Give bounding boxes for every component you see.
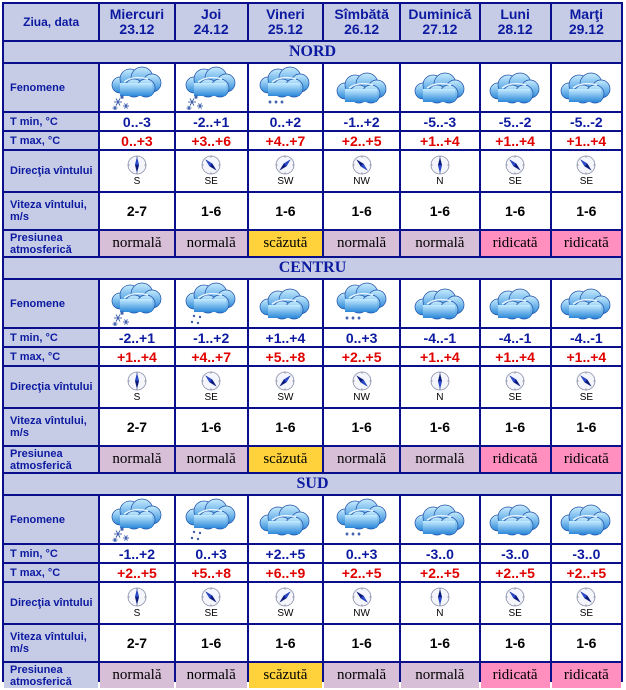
tmin-value: -3..0 (481, 545, 550, 562)
weather-cell (401, 280, 478, 327)
weather-cell (481, 496, 550, 543)
pressure-value: normală (401, 231, 478, 256)
cloud-icon (324, 66, 399, 110)
wind-speed-value: 1-6 (176, 193, 247, 229)
tmax-value: +1..+4 (552, 132, 621, 149)
wind-direction-row (4, 151, 621, 191)
row-label-wind-speed: Viteza vîntului, m/s (4, 409, 98, 445)
pressure-value: normală (176, 447, 247, 472)
forecast-table (2, 2, 623, 690)
tmin-value: 0..+3 (324, 545, 399, 562)
pressure-value: ridicată (552, 231, 621, 256)
compass-icon (324, 155, 399, 175)
tmin-value: -4..-1 (552, 329, 621, 346)
row-label-tmax: T max, °C (4, 348, 98, 365)
phenomena-row (4, 496, 621, 543)
tmin-value: -4..-1 (481, 329, 550, 346)
cloud-icon (552, 66, 621, 110)
cloud-snow-heavy-icon (100, 498, 173, 542)
wind-speed-value: 1-6 (324, 193, 399, 229)
tmax-value: +2..+5 (324, 564, 399, 581)
tmin-value: -5..-3 (401, 113, 478, 130)
wind-speed-row (4, 193, 621, 229)
cloud-light-snow-icon (324, 498, 399, 542)
wind-speed-value: 1-6 (481, 193, 550, 229)
row-label-fenomene: Fenomene (4, 280, 98, 327)
compass-icon (401, 587, 478, 607)
tmax-value: +1..+4 (552, 348, 621, 365)
day-header (401, 4, 478, 40)
cloud-icon (481, 498, 550, 542)
cloud-icon (481, 66, 550, 110)
wind-speed-value: 2-7 (100, 193, 173, 229)
tmin-value: 0..+3 (324, 329, 399, 346)
cloud-icon (552, 498, 621, 542)
compass-icon (249, 155, 322, 175)
compass-icon (324, 371, 399, 391)
tmin-row (4, 113, 621, 130)
row-label-tmin: T min, °C (4, 329, 98, 346)
day-date: 29.12 (568, 21, 604, 37)
tmin-value: -1..+2 (324, 113, 399, 130)
day-date: 24.12 (193, 21, 229, 37)
weather-cell (249, 280, 322, 327)
wind-direction-value: SW (277, 392, 294, 403)
compass-icon (176, 371, 247, 391)
row-label-tmin: T min, °C (4, 113, 98, 130)
phenomena-row (4, 64, 621, 111)
weather-cell (324, 496, 399, 543)
day-name: Sîmbătă (334, 6, 389, 22)
weather-cell (324, 280, 399, 327)
pressure-value: ridicată (552, 663, 621, 688)
tmax-value: +1..+4 (401, 348, 478, 365)
pressure-value: normală (324, 663, 399, 688)
wind-direction-cell (249, 151, 322, 191)
tmax-value: +1..+4 (100, 348, 173, 365)
wind-direction-value: SW (277, 608, 294, 619)
row-label-fenomene: Fenomene (4, 496, 98, 543)
tmin-row (4, 545, 621, 562)
tmax-row (4, 132, 621, 149)
tmax-value: +5..+8 (176, 564, 247, 581)
cloud-icon (249, 282, 322, 326)
wind-direction-value: N (436, 608, 444, 619)
compass-icon (481, 371, 550, 391)
day-header (249, 4, 322, 40)
row-label-wind-direction: Direcţia vîntului (4, 151, 98, 191)
region-title: SUD (4, 474, 621, 494)
wind-speed-row (4, 409, 621, 445)
wind-direction-value: NW (353, 176, 370, 187)
pressure-value: normală (176, 231, 247, 256)
tmax-value: +3..+6 (176, 132, 247, 149)
compass-icon (552, 371, 621, 391)
compass-icon (176, 155, 247, 175)
wind-speed-value: 1-6 (481, 409, 550, 445)
wind-speed-value: 1-6 (401, 193, 478, 229)
forecast-frame (2, 2, 623, 688)
pressure-value: normală (324, 231, 399, 256)
tmin-value: -5..-2 (552, 113, 621, 130)
cloud-light-snow-icon (249, 66, 322, 110)
compass-icon (249, 371, 322, 391)
compass-icon (100, 371, 173, 391)
wind-direction-value: SE (204, 176, 218, 187)
tmin-value: -5..-2 (481, 113, 550, 130)
pressure-value: normală (324, 447, 399, 472)
day-date: 26.12 (344, 21, 380, 37)
cloud-sleet-icon (176, 282, 247, 326)
pressure-value: ridicată (481, 663, 550, 688)
day-header (324, 4, 399, 40)
wind-direction-value: S (133, 392, 141, 403)
compass-icon (481, 587, 550, 607)
tmax-value: +4..+7 (176, 348, 247, 365)
wind-direction-value: N (436, 176, 444, 187)
wind-direction-cell (100, 367, 173, 407)
tmax-value: +2..+5 (100, 564, 173, 581)
tmin-value: -2..+1 (176, 113, 247, 130)
region-title: NORD (4, 42, 621, 62)
tmin-value: +1..+4 (249, 329, 322, 346)
weather-cell (100, 280, 173, 327)
weather-cell (552, 280, 621, 327)
wind-direction-cell (100, 151, 173, 191)
wind-direction-value: SW (277, 176, 294, 187)
wind-direction-value: SE (579, 392, 594, 403)
wind-direction-value: SE (204, 608, 218, 619)
wind-speed-row (4, 625, 621, 661)
wind-speed-value: 1-6 (552, 625, 621, 661)
tmax-value: +5..+8 (249, 348, 322, 365)
wind-speed-value: 1-6 (401, 625, 478, 661)
region-title: CENTRU (4, 258, 621, 278)
row-label-tmax: T max, °C (4, 564, 98, 581)
compass-icon (100, 155, 173, 175)
wind-speed-value: 2-7 (100, 409, 173, 445)
wind-direction-cell (481, 151, 550, 191)
tmax-value: 0..+3 (100, 132, 173, 149)
wind-direction-cell (552, 367, 621, 407)
cloud-snow-heavy-icon (100, 66, 173, 110)
phenomena-row (4, 280, 621, 327)
wind-speed-value: 1-6 (324, 409, 399, 445)
compass-icon (401, 371, 478, 391)
wind-direction-cell (176, 367, 247, 407)
weather-cell (176, 64, 247, 111)
compass-icon (176, 587, 247, 607)
wind-direction-cell (324, 583, 399, 623)
compass-icon (249, 587, 322, 607)
pressure-row (4, 231, 621, 256)
wind-direction-value: S (133, 176, 141, 187)
tmax-value: +6..+9 (249, 564, 322, 581)
tmin-value: -2..+1 (100, 329, 173, 346)
tmin-value: +2..+5 (249, 545, 322, 562)
tmax-value: +2..+5 (401, 564, 478, 581)
wind-direction-cell (481, 583, 550, 623)
tmax-value: +1..+4 (481, 348, 550, 365)
tmax-value: +1..+4 (481, 132, 550, 149)
wind-direction-cell (552, 151, 621, 191)
region-header-row (4, 42, 621, 62)
cloud-icon (481, 282, 550, 326)
day-name: Marţi (569, 6, 604, 22)
wind-direction-cell (176, 583, 247, 623)
wind-direction-cell (100, 583, 173, 623)
wind-speed-value: 1-6 (176, 409, 247, 445)
weather-cell (552, 64, 621, 111)
row-label-wind-speed: Viteza vîntului, m/s (4, 193, 98, 229)
wind-direction-value: S (133, 608, 141, 619)
wind-speed-value: 1-6 (481, 625, 550, 661)
day-name: Vineri (266, 6, 305, 22)
cloud-icon (249, 498, 322, 542)
tmax-row (4, 348, 621, 365)
day-header (176, 4, 247, 40)
weather-cell (481, 280, 550, 327)
tmin-row (4, 329, 621, 346)
weather-cell (481, 64, 550, 111)
pressure-value: ridicată (481, 231, 550, 256)
cloud-icon (401, 282, 478, 326)
pressure-value: ridicată (552, 447, 621, 472)
wind-direction-cell (249, 367, 322, 407)
wind-direction-cell (401, 367, 478, 407)
header-corner-label: Ziua, data (4, 4, 98, 40)
day-date: 25.12 (267, 21, 303, 37)
cloud-icon (401, 498, 478, 542)
day-name: Joi (201, 6, 222, 22)
wind-direction-value: SE (204, 392, 218, 403)
wind-speed-value: 1-6 (176, 625, 247, 661)
wind-speed-value: 1-6 (249, 625, 322, 661)
tmin-value: -3..0 (401, 545, 478, 562)
weather-cell (401, 496, 478, 543)
weather-cell (249, 64, 322, 111)
tmin-value: -4..-1 (401, 329, 478, 346)
wind-direction-value: NW (353, 392, 370, 403)
pressure-value: normală (100, 663, 173, 688)
wind-speed-value: 1-6 (401, 409, 478, 445)
wind-speed-value: 1-6 (249, 409, 322, 445)
wind-direction-value: SE (579, 176, 594, 187)
wind-direction-value: SE (508, 176, 522, 187)
day-name: Duminică (408, 6, 472, 22)
wind-direction-cell (401, 583, 478, 623)
row-label-wind-direction: Direcţia vîntului (4, 583, 98, 623)
cloud-light-snow-icon (324, 282, 399, 326)
forecast-body (4, 4, 621, 688)
compass-icon (401, 155, 478, 175)
pressure-value: scăzută (249, 231, 322, 256)
wind-direction-cell (552, 583, 621, 623)
pressure-row (4, 447, 621, 472)
wind-direction-cell (324, 367, 399, 407)
region-header-row (4, 258, 621, 278)
compass-icon (552, 155, 621, 175)
wind-speed-value: 2-7 (100, 625, 173, 661)
pressure-value: normală (176, 663, 247, 688)
tmax-value: +2..+5 (481, 564, 550, 581)
tmin-value: 0..-3 (100, 113, 173, 130)
wind-speed-value: 1-6 (324, 625, 399, 661)
row-label-pressure: Presiunea atmosferică (4, 447, 98, 472)
wind-direction-value: NW (353, 608, 370, 619)
wind-direction-value: SE (508, 608, 522, 619)
tmin-value: -1..+2 (100, 545, 173, 562)
wind-direction-cell (249, 583, 322, 623)
weather-cell (552, 496, 621, 543)
cloud-snow-heavy-icon (176, 66, 247, 110)
cloud-snow-heavy-icon (100, 282, 173, 326)
day-name: Luni (500, 6, 530, 22)
row-label-pressure: Presiunea atmosferică (4, 231, 98, 256)
compass-icon (481, 155, 550, 175)
tmax-value: +2..+5 (552, 564, 621, 581)
pressure-row (4, 663, 621, 688)
day-header (481, 4, 550, 40)
pressure-value: normală (401, 447, 478, 472)
pressure-value: scăzută (249, 663, 322, 688)
compass-icon (552, 587, 621, 607)
wind-direction-cell (401, 151, 478, 191)
row-label-wind-speed: Viteza vîntului, m/s (4, 625, 98, 661)
tmax-value: +1..+4 (401, 132, 478, 149)
wind-direction-cell (176, 151, 247, 191)
pressure-value: normală (100, 447, 173, 472)
tmax-value: +2..+5 (324, 348, 399, 365)
pressure-value: ridicată (481, 447, 550, 472)
wind-direction-cell (324, 151, 399, 191)
weather-cell (176, 496, 247, 543)
compass-icon (324, 587, 399, 607)
wind-speed-value: 1-6 (552, 409, 621, 445)
weather-cell (324, 64, 399, 111)
row-label-tmax: T max, °C (4, 132, 98, 149)
wind-direction-row (4, 367, 621, 407)
day-date: 23.12 (119, 21, 155, 37)
day-name: Miercuri (109, 6, 165, 22)
tmax-value: +2..+5 (324, 132, 399, 149)
wind-direction-row (4, 583, 621, 623)
row-label-pressure: Presiunea atmosferică (4, 663, 98, 688)
row-label-tmin: T min, °C (4, 545, 98, 562)
weather-cell (176, 280, 247, 327)
wind-direction-cell (481, 367, 550, 407)
cloud-sleet-icon (176, 498, 247, 542)
wind-direction-value: SE (508, 392, 522, 403)
header-row (4, 4, 621, 40)
pressure-value: normală (401, 663, 478, 688)
region-header-row (4, 474, 621, 494)
tmin-value: -3..0 (552, 545, 621, 562)
weather-cell (249, 496, 322, 543)
row-label-fenomene: Fenomene (4, 64, 98, 111)
day-date: 27.12 (422, 21, 458, 37)
weather-cell (401, 64, 478, 111)
wind-direction-value: SE (579, 608, 594, 619)
row-label-wind-direction: Direcţia vîntului (4, 367, 98, 407)
day-header (100, 4, 173, 40)
cloud-icon (401, 66, 478, 110)
wind-direction-value: N (436, 392, 444, 403)
weather-cell (100, 64, 173, 111)
tmax-row (4, 564, 621, 581)
wind-speed-value: 1-6 (552, 193, 621, 229)
day-date: 28.12 (497, 21, 533, 37)
tmin-value: 0..+2 (249, 113, 322, 130)
tmax-value: +4..+7 (249, 132, 322, 149)
wind-speed-value: 1-6 (249, 193, 322, 229)
cloud-icon (552, 282, 621, 326)
pressure-value: normală (100, 231, 173, 256)
tmin-value: -1..+2 (176, 329, 247, 346)
pressure-value: scăzută (249, 447, 322, 472)
tmin-value: 0..+3 (176, 545, 247, 562)
compass-icon (100, 587, 173, 607)
day-header (552, 4, 621, 40)
weather-cell (100, 496, 173, 543)
